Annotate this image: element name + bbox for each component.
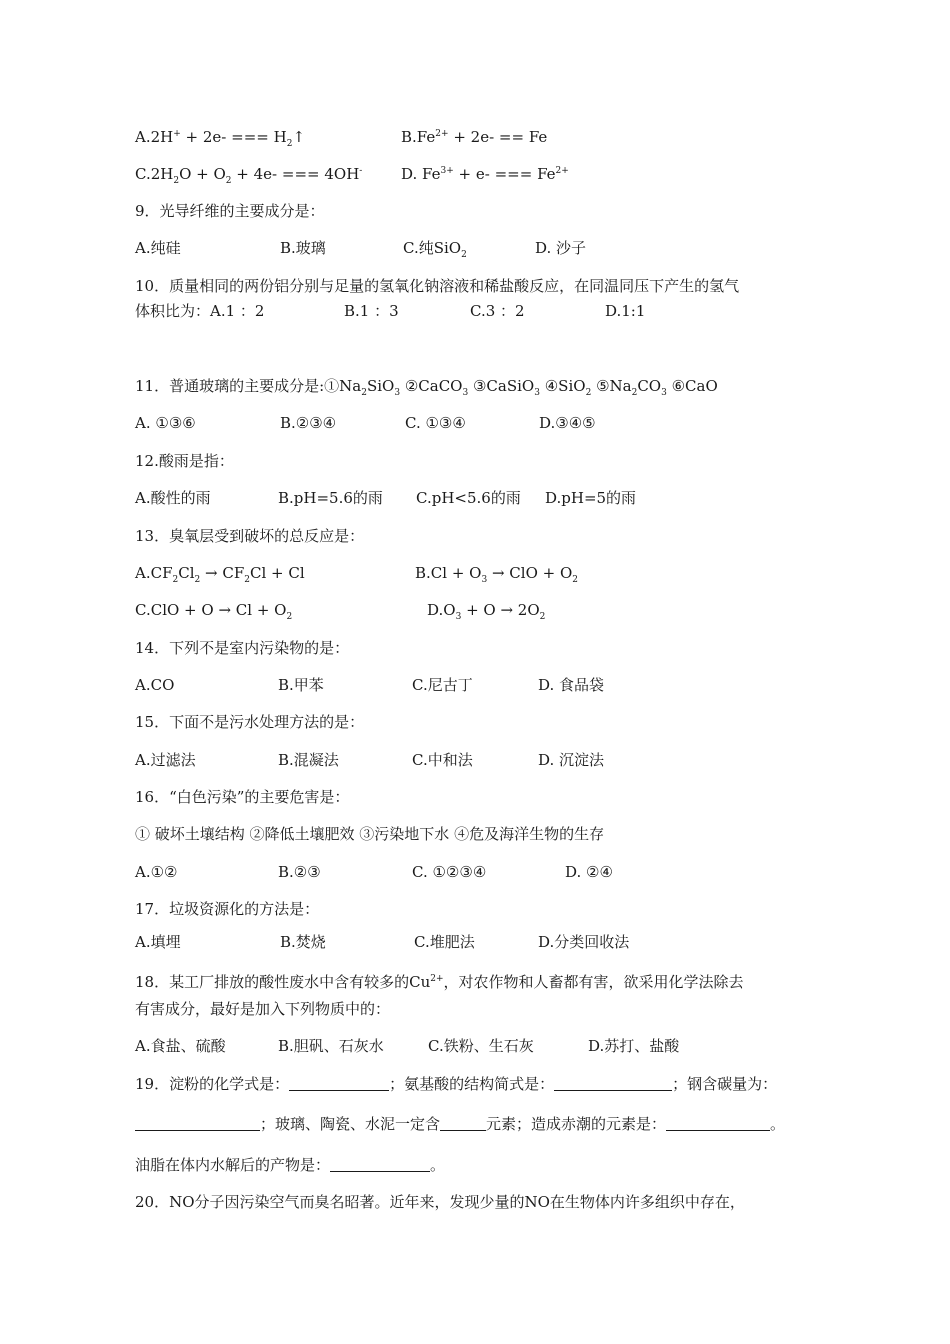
q18-option-d: D.苏打、盐酸: [588, 1037, 680, 1055]
q13-option-b: $B.Cl + O_3$ → ClO + $O_2$: [415, 564, 579, 585]
q14-option-d: D. 食品袋: [538, 676, 605, 694]
q13-stem: 13．臭氧层受到破坏的总反应是：: [135, 527, 365, 545]
q12-option-c: C.pH<5.6的雨: [416, 489, 521, 507]
q12-option-d: D.pH=5的雨: [545, 489, 637, 507]
q10-stem-line2: 体积比为：A.1 ：2: [135, 302, 265, 320]
q17-option-b: B.焚烧: [280, 933, 326, 951]
q15-option-a: A.过滤法: [135, 751, 196, 769]
q11-option-c: C. ①③④: [405, 414, 466, 432]
q14-option-c: C.尼古丁: [412, 676, 473, 694]
answer-blank[interactable]: [554, 1074, 672, 1091]
q18-option-a: A.食盐、硫酸: [135, 1037, 226, 1055]
q11-stem: 11．普通玻璃的主要成分是$:①Na_2SiO_3$ ②CaCO$_3$ ③CaSiO$_3$ ④SiO$_2$ $⑤Na_2CO_3$ ⑥CaO: [135, 377, 718, 398]
q19-line2: ；玻璃、陶瓷、水泥一定含 元素；造成赤潮的元素是： 。: [135, 1114, 785, 1134]
q20-stem-line1: 20．NO分子因污染空气而臭名昭著。近年来，发现少量的NO在生物体内许多组织中存在，: [135, 1193, 745, 1211]
q12-option-a: A.酸性的雨: [135, 489, 211, 507]
q12-stem: 12.酸雨是指：: [135, 452, 234, 470]
q19-line1: 19．淀粉的化学式是： ；氨基酸的结构简式是： ；钢含碳量为：: [135, 1075, 778, 1093]
q9-option-a: A.纯硅: [135, 239, 181, 257]
q18-option-c: C.铁粉、生石灰: [428, 1037, 534, 1055]
answer-blank[interactable]: [440, 1114, 486, 1131]
q9-option-b: B.玻璃: [280, 239, 326, 257]
q16-option-c: C. ①②③④: [412, 863, 487, 881]
q10-option-b: B.1 ：3: [344, 302, 399, 320]
q8-option-d: D. $Fe^{3+} + e-$ === $Fe^{2+}$: [401, 165, 569, 183]
q17-option-c: C.堆肥法: [414, 933, 475, 951]
q19-line3: 油脂在体内水解后的产物是： 。: [135, 1156, 446, 1174]
answer-blank[interactable]: [330, 1155, 430, 1172]
q11-option-a: A. ①③⑥: [135, 414, 196, 432]
q11-option-b: B.②③④: [280, 414, 337, 432]
q11-option-d: D.③④⑤: [539, 414, 596, 432]
q17-option-a: A.填埋: [135, 933, 181, 951]
answer-blank[interactable]: [135, 1114, 260, 1131]
q16-items: ① 破坏土壤结构 ②降低土壤肥效 ③污染地下水 ④危及海洋生物的生存: [135, 825, 605, 843]
q14-stem: 14．下列不是室内污染物的是：: [135, 639, 350, 657]
q12-option-b: B.pH=5.6的雨: [278, 489, 383, 507]
q15-option-c: C.中和法: [412, 751, 473, 769]
q18-stem-line1: 18．某工厂排放的酸性废水中含有较多的$Cu^{2+}$，对农作物和人畜都有害，欲采用化学法除去: [135, 973, 744, 991]
q14-option-b: B.甲苯: [278, 676, 324, 694]
q10-option-c: C.3 ：2: [470, 302, 525, 320]
answer-blank[interactable]: [666, 1114, 770, 1131]
q9-option-d: D. 沙子: [535, 239, 587, 257]
q9-option-c: C.纯SiO$_2$: [403, 239, 467, 260]
q9-stem: 9．光导纤维的主要成分是：: [135, 202, 325, 220]
q15-option-d: D. 沉淀法: [538, 751, 605, 769]
answer-blank[interactable]: [289, 1074, 389, 1091]
q8-option-a: A.2H+ + 2e- === $H_2↑$: [135, 128, 306, 149]
q8-option-b: $B.Fe^{2+} + 2e- == Fe$: [401, 128, 548, 146]
q10-option-d: D.1:1: [605, 302, 646, 320]
q17-option-d: D.分类回收法: [538, 933, 630, 951]
q15-stem: 15．下面不是污水处理方法的是：: [135, 713, 365, 731]
q13-option-d: $D.O_3 + O \to 2O_2$: [427, 601, 546, 622]
q17-stem: 17．垃圾资源化的方法是：: [135, 900, 320, 918]
q18-option-b: B.胆矾、石灰水: [278, 1037, 384, 1055]
q16-stem: 16．“白色污染”的主要危害是：: [135, 788, 350, 806]
q16-option-b: B.②③: [278, 863, 321, 881]
q10-stem-line1: 10．质量相同的两份铝分别与足量的氢氧化钠溶液和稀盐酸反应，在同温同压下产生的氢气: [135, 277, 740, 295]
q13-option-c: $C.ClO + O \to Cl + O_2$: [135, 601, 293, 622]
q15-option-b: B.混凝法: [278, 751, 339, 769]
q14-option-a: A.CO: [135, 676, 175, 694]
q18-stem-line2: 有害成分，最好是加入下列物质中的：: [135, 1000, 391, 1018]
q16-option-d: D. ②④: [565, 863, 613, 881]
q8-option-c: $C.2H_2O + O_2 + 4e-$ === 4OH-: [135, 165, 363, 186]
q13-option-a: $A.CF_2Cl_2 \to CF_2Cl + Cl$: [135, 564, 305, 585]
q16-option-a: A.①②: [135, 863, 178, 881]
